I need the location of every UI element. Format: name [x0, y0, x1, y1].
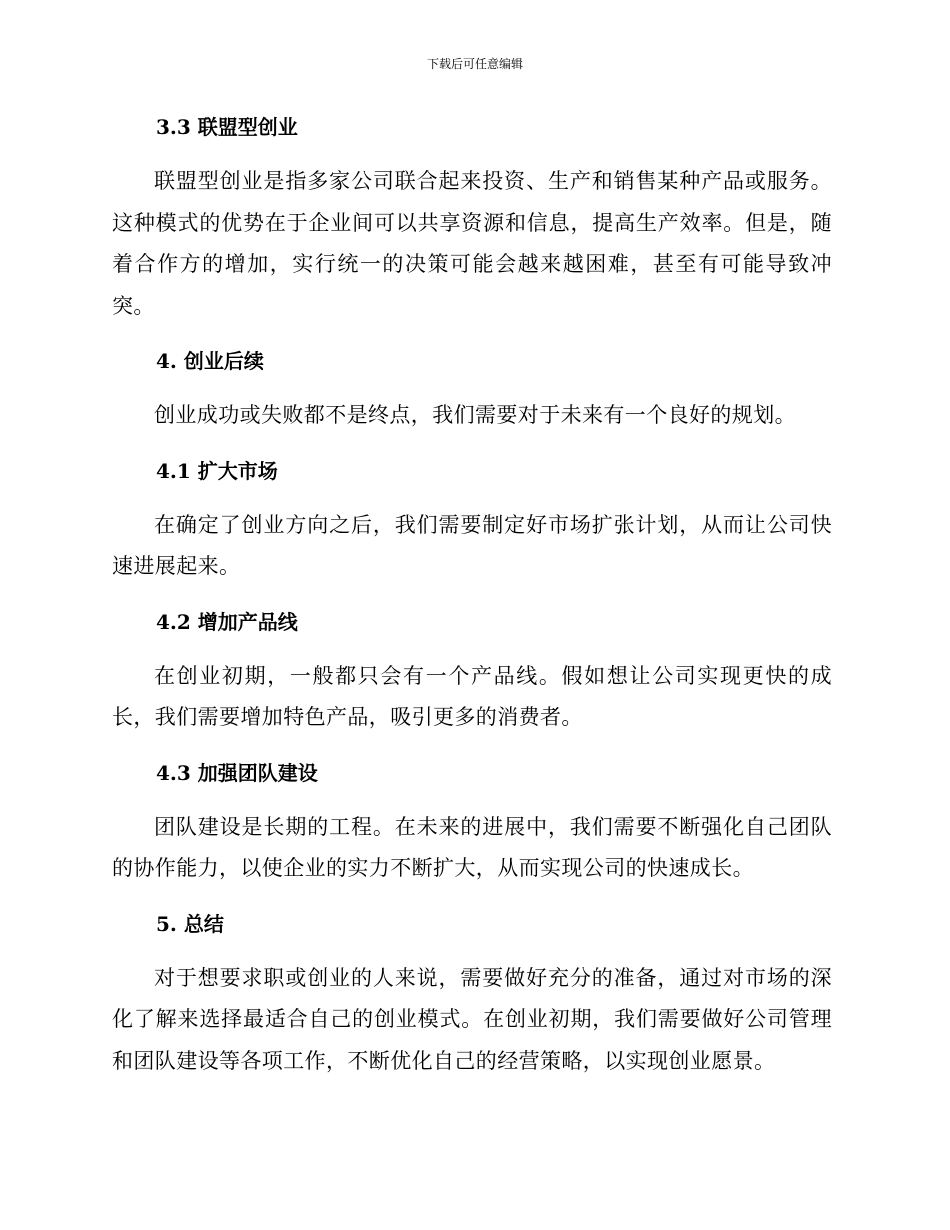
section-heading: 3.3 联盟型创业	[156, 115, 298, 139]
section-4	[112, 341, 832, 451]
section-paragraph: 团队建设是长期的工程。在未来的进展中，我们需要不断强化自己团队的协作能力，以使企业的实力不断扩大，从而实现公司的快速成长。	[112, 814, 832, 880]
section-paragraph: 联盟型创业是指多家公司联合起来投资、生产和销售某种产品或服务。这种模式的优势在于企业间可以共享资源和信息，提高生产效率。但是，随着合作方的增加，实行统一的决策可能会越来越困难，甚至有可能导致冲突。	[112, 169, 832, 318]
section-5	[112, 904, 832, 1083]
section-heading: 4.3 加强团队建设	[156, 760, 318, 785]
section-paragraph: 在创业初期，一般都只会有一个产品线。假如想让公司实现更快的成长，我们需要增加特色产品，吸引更多的消费者。	[112, 663, 832, 729]
section-heading: 5. 总结	[156, 911, 224, 936]
section-4-1	[112, 451, 832, 602]
section-heading: 4.1 扩大市场	[156, 458, 278, 483]
section-4-2	[112, 602, 832, 753]
section-paragraph: 创业成功或失败都不是终点，我们需要对于未来有一个良好的规划。	[154, 403, 796, 427]
section-heading: 4. 创业后续	[156, 349, 264, 373]
section-4-3	[112, 753, 832, 904]
page-header-note: 下载后可任意编辑	[426, 57, 523, 71]
section-heading: 4.2 增加产品线	[156, 609, 298, 634]
document-body	[112, 107, 832, 1082]
section-3-3	[112, 107, 832, 341]
section-paragraph: 对于想要求职或创业的人来说，需要做好充分的准备，通过对市场的深化了解来选择最适合自己的创业模式。在创业初期，我们需要做好公司管理和团队建设等各项工作，不断优化自己的经营策略，以实现创业愿景。	[112, 965, 832, 1073]
section-paragraph: 在确定了创业方向之后，我们需要制定好市场扩张计划，从而让公司快速进展起来。	[112, 512, 832, 578]
